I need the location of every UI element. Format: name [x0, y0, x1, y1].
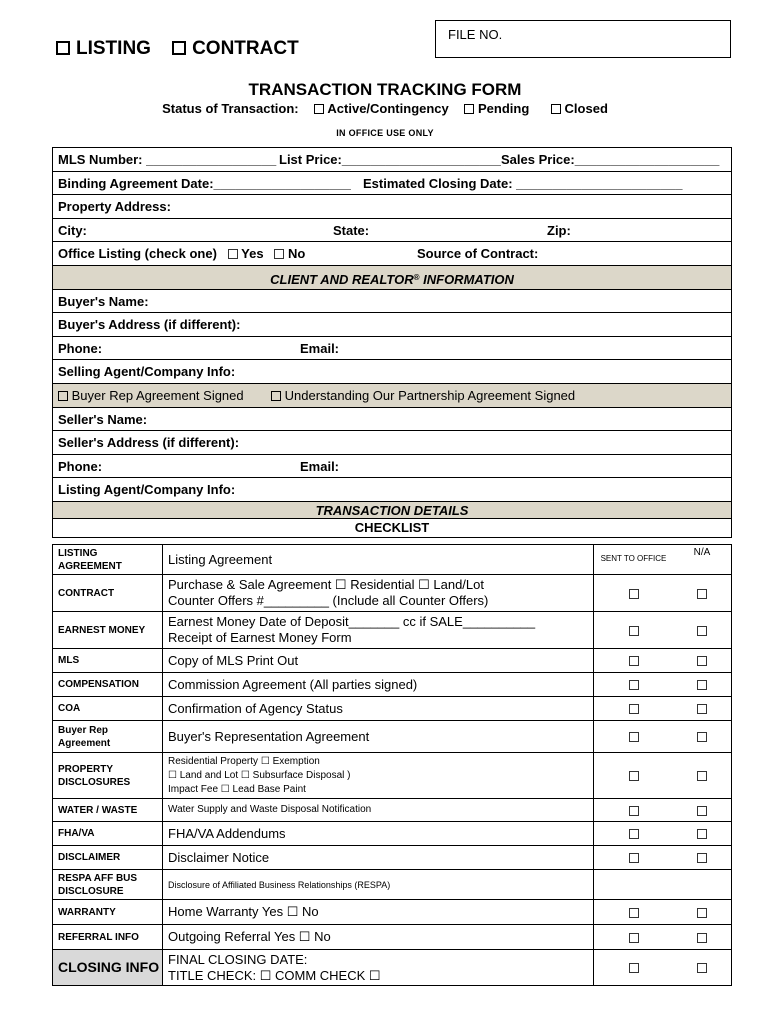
checklist-desc: Confirmation of Agency Status [163, 697, 594, 721]
checklist-row [53, 721, 732, 753]
na-checkbox[interactable] [697, 908, 707, 918]
status-active-checkbox[interactable] [314, 104, 324, 114]
checklist-desc [163, 950, 594, 986]
sent-checkbox[interactable] [629, 626, 639, 636]
buyer-name-field[interactable]: Buyer's Name: [58, 293, 149, 309]
transaction-info-table [52, 147, 732, 538]
office-use-note: IN OFFICE USE ONLY [336, 128, 434, 138]
checklist-label: CONTRACT [53, 575, 163, 612]
status-row [0, 101, 770, 116]
checklist-row [53, 612, 732, 649]
sent-cell [594, 846, 674, 870]
checklist-row [53, 697, 732, 721]
status-label: Status of Transaction: [162, 101, 299, 116]
no-label: No [288, 246, 306, 262]
na-checkbox[interactable] [697, 680, 707, 690]
na-checkbox[interactable] [697, 589, 707, 599]
zip-field[interactable]: Zip: [547, 222, 571, 238]
file-no-label: FILE NO. [448, 27, 503, 42]
checklist-desc [163, 575, 594, 612]
sent-cell [594, 649, 674, 673]
registered-mark: ® [413, 272, 420, 282]
na-header [673, 545, 732, 575]
row-buyer-address [53, 313, 731, 337]
na-checkbox[interactable] [697, 704, 707, 714]
client-realtor-section-header [53, 266, 731, 290]
contract-checkbox[interactable] [172, 41, 186, 55]
row-buyer-name [53, 290, 731, 314]
checklist-label: Buyer Rep Agreement [53, 721, 163, 753]
na-checkbox[interactable] [697, 853, 707, 863]
city-field[interactable]: City: [58, 222, 87, 238]
row-prices [53, 148, 731, 172]
sent-cell [594, 673, 674, 697]
checklist-row [53, 900, 732, 925]
sent-cell [594, 822, 674, 846]
checklist-row [53, 753, 732, 799]
checklist-label: REFERRAL INFO [53, 925, 163, 950]
listing-checkbox[interactable] [56, 41, 70, 55]
seller-email-field[interactable]: Email: [300, 458, 340, 474]
closing-line-2: TITLE CHECK: ☐ COMM CHECK ☐ [168, 967, 381, 983]
sent-checkbox[interactable] [629, 589, 639, 599]
checklist-desc [163, 612, 594, 649]
checklist-label: COA [53, 697, 163, 721]
contract-line-1: Purchase & Sale Agreement ☐ Residential ☐ Land/Lot [168, 577, 484, 592]
status-closed-label: Closed [564, 101, 608, 116]
contract-line-2: Counter Offers #_________ (Include all Counter Offers) [168, 593, 489, 608]
sent-checkbox[interactable] [629, 933, 639, 943]
checklist-label: DISCLAIMER [53, 846, 163, 870]
earnest-line-2: Receipt of Earnest Money Form [168, 630, 352, 645]
checklist-label: LISTING AGREEMENT [53, 545, 163, 575]
disclosure-line-2: ☐ Land and Lot ☐ Subsurface Disposal ) [168, 769, 351, 781]
checklist-label: EARNEST MONEY [53, 612, 163, 649]
na-cell [673, 799, 732, 822]
na-cell [673, 846, 732, 870]
na-label: N/A [693, 547, 711, 558]
row-seller-address [53, 431, 731, 455]
disclosure-line-1: Residential Property ☐ Exemption [168, 755, 320, 767]
na-cell [673, 612, 732, 649]
sent-to-office-label: SENT TO OFFICE [600, 554, 667, 563]
closing-info-label: CLOSING INFO [53, 950, 163, 986]
na-cell [673, 900, 732, 925]
row-selling-agent [53, 360, 731, 384]
checklist-row [53, 846, 732, 870]
na-checkbox[interactable] [697, 933, 707, 943]
sent-checkbox[interactable] [629, 771, 639, 781]
checklist-row [53, 950, 732, 986]
checklist-desc: Copy of MLS Print Out [163, 649, 594, 673]
office-listing-no-checkbox[interactable] [274, 249, 284, 259]
checklist-table [52, 544, 732, 986]
sent-checkbox[interactable] [629, 732, 639, 742]
checklist-desc: Commission Agreement (All parties signed) [163, 673, 594, 697]
na-cell [673, 753, 732, 799]
checklist-desc: Disclaimer Notice [163, 846, 594, 870]
checklist-row [53, 575, 732, 612]
checklist-row [53, 925, 732, 950]
status-pending-checkbox[interactable] [464, 104, 474, 114]
checklist-row [53, 673, 732, 697]
client-section-title: CLIENT AND REALTOR [270, 271, 414, 287]
checklist-row [53, 822, 732, 846]
sent-cell [594, 575, 674, 612]
checklist-desc [163, 753, 594, 799]
checklist-desc: Disclosure of Affiliated Business Relationships (RESPA) [163, 870, 594, 900]
row-property-address [53, 195, 731, 219]
list-price-field[interactable]: List Price:______________________ [279, 152, 501, 167]
row-seller-contact [53, 455, 731, 479]
checklist-row [53, 649, 732, 673]
na-cell [673, 673, 732, 697]
earnest-line-1: Earnest Money Date of Deposit_______ cc if SALE__________ [168, 614, 536, 629]
row-location [53, 219, 731, 243]
checklist-title-row [53, 519, 731, 537]
closing-line-1: FINAL CLOSING DATE: [168, 951, 308, 967]
seller-phone-field[interactable]: Phone: [58, 458, 103, 474]
sent-checkbox[interactable] [629, 680, 639, 690]
understanding-signed-label: Understanding Our Partnership Agreement Signed [284, 387, 576, 403]
listing-label: LISTING [76, 38, 151, 59]
na-checkbox[interactable] [697, 806, 707, 816]
buyer-phone-field[interactable]: Phone: [58, 340, 103, 356]
sent-cell [594, 721, 674, 753]
property-address-field[interactable]: Property Address: [58, 199, 171, 215]
buyer-rep-signed-label: Buyer Rep Agreement Signed [71, 387, 244, 403]
row-listing-agent [53, 478, 731, 502]
row-office-listing [53, 242, 731, 266]
sent-checkbox[interactable] [629, 656, 639, 666]
seller-address-field[interactable]: Seller's Address (if different): [58, 435, 240, 451]
mls-number-field[interactable]: MLS Number: __________________ [58, 152, 277, 167]
office-listing-label: Office Listing (check one) [58, 246, 217, 262]
status-active-label: Active/Contingency [327, 101, 449, 116]
na-checkbox[interactable] [697, 626, 707, 636]
checklist-row [53, 870, 732, 900]
na-checkbox[interactable] [697, 829, 707, 839]
row-dates [53, 172, 731, 196]
respa-empty-cell [594, 870, 732, 900]
sent-checkbox[interactable] [629, 908, 639, 918]
row-buyer-contact [53, 337, 731, 361]
sent-checkbox[interactable] [629, 829, 639, 839]
na-checkbox[interactable] [697, 732, 707, 742]
checklist-label: COMPENSATION [53, 673, 163, 697]
checklist-label: MLS [53, 649, 163, 673]
sales-price-field[interactable]: Sales Price:____________________ [501, 152, 720, 167]
disclosure-line-3: Impact Fee ☐ Lead Base Paint [168, 783, 306, 795]
checklist-desc: Buyer's Representation Agreement [163, 721, 594, 753]
checklist-row [53, 799, 732, 822]
sent-checkbox[interactable] [629, 853, 639, 863]
na-cell [673, 950, 732, 986]
est-closing-field[interactable]: Estimated Closing Date: _______________________ [363, 175, 683, 191]
selling-agent-field[interactable]: Selling Agent/Company Info: [58, 364, 236, 380]
checklist-desc: FHA/VA Addendums [163, 822, 594, 846]
state-field[interactable]: State: [333, 222, 370, 238]
form-title: TRANSACTION TRACKING FORM [248, 80, 522, 99]
transaction-details-section-header [53, 502, 731, 519]
checklist-label: WATER / WASTE [53, 799, 163, 822]
na-checkbox[interactable] [697, 656, 707, 666]
na-cell [673, 822, 732, 846]
sent-checkbox[interactable] [629, 806, 639, 816]
na-cell [673, 575, 732, 612]
checklist-label: PROPERTY DISCLOSURES [53, 753, 163, 799]
contract-label: CONTRACT [192, 38, 299, 59]
source-of-contract-field[interactable]: Source of Contract: [417, 246, 539, 262]
transaction-details-title: TRANSACTION DETAILS [315, 502, 469, 518]
checklist-label: WARRANTY [53, 900, 163, 925]
listing-agent-field[interactable]: Listing Agent/Company Info: [58, 482, 236, 498]
transaction-type [56, 38, 299, 60]
checklist-title: CHECKLIST [354, 519, 430, 535]
checklist-row [53, 545, 732, 575]
na-cell [673, 925, 732, 950]
sent-cell [594, 697, 674, 721]
checklist-desc: Home Warranty Yes ☐ No [163, 900, 594, 925]
binding-date-field[interactable]: Binding Agreement Date:___________________ [58, 175, 351, 191]
buyer-address-field[interactable]: Buyer's Address (if different): [58, 317, 241, 333]
understanding-signed-checkbox[interactable] [271, 391, 281, 401]
status-closed-checkbox[interactable] [551, 104, 561, 114]
sent-cell [594, 900, 674, 925]
checklist-label: FHA/VA [53, 822, 163, 846]
checklist-label: RESPA AFF BUS DISCLOSURE [53, 870, 163, 900]
buyer-rep-signed-checkbox[interactable] [58, 391, 68, 401]
na-checkbox[interactable] [697, 771, 707, 781]
sent-to-office-header [594, 545, 674, 575]
yes-label: Yes [241, 246, 264, 262]
sent-cell [594, 612, 674, 649]
sent-checkbox[interactable] [629, 704, 639, 714]
buyer-email-field[interactable]: Email: [300, 340, 340, 356]
sent-cell [594, 753, 674, 799]
na-checkbox[interactable] [697, 963, 707, 973]
na-cell [673, 721, 732, 753]
seller-name-field[interactable]: Seller's Name: [58, 411, 148, 427]
sent-cell [594, 925, 674, 950]
sent-cell [594, 799, 674, 822]
na-cell [673, 697, 732, 721]
client-section-title-tail: INFORMATION [419, 271, 514, 287]
sent-checkbox[interactable] [629, 963, 639, 973]
file-number-box[interactable] [435, 20, 731, 58]
checklist-desc: Outgoing Referral Yes ☐ No [163, 925, 594, 950]
status-pending-label: Pending [478, 101, 530, 116]
row-seller-name [53, 408, 731, 432]
checklist-desc: Listing Agreement [163, 545, 594, 575]
checklist-desc: Water Supply and Waste Disposal Notification [163, 799, 594, 822]
office-listing-yes-checkbox[interactable] [228, 249, 238, 259]
na-cell [673, 649, 732, 673]
row-agreements-signed [53, 384, 731, 408]
sent-cell [594, 950, 674, 986]
